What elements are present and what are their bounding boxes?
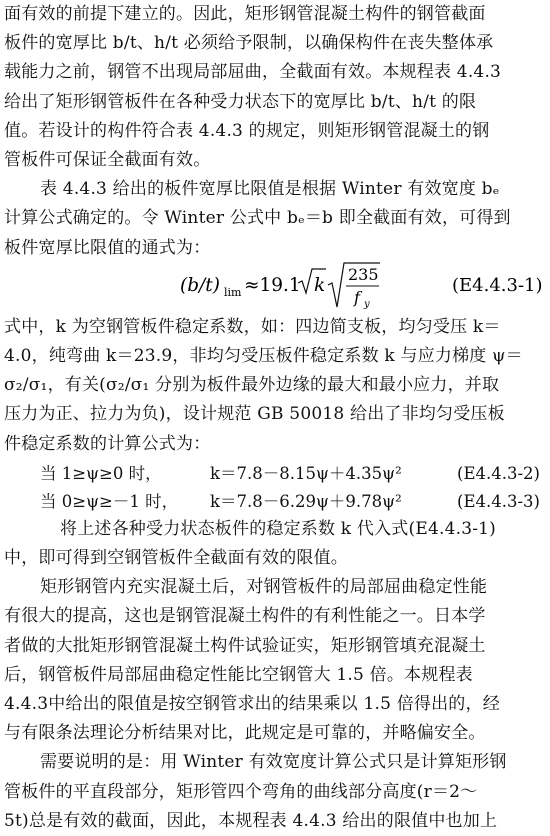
formula-lhs: (b/t) [180,274,220,296]
text-line: 4.4.3中给出的限值是按空钢管求出的结果乘以 1.5 倍得出的，经 [4,694,500,714]
formula-approx: ≈19.1 [244,274,301,296]
text-line: 载能力之前，钢管不出现局部屈曲，全截面有效。本规程表 4.4.3 [4,62,502,83]
text-line: 表 4.4.3 给出的板件宽厚比限值是根据 Winter 有效宽度 bₑ [40,179,500,200]
text-line: 板件的宽厚比 b/t、h/t 必须给予限制，以确保构件在丧失整体承 [4,33,494,54]
text-line: 式中，k 为空钢管板件稳定系数，如：四边简支板，均匀受压 k＝ [4,316,501,337]
formula-graphic [180,261,550,311]
text-line: 板件宽厚比限值的通式为： [4,237,211,258]
text-line: 5t)总是有效的截面，因此，本规程表 4.4.3 给出的限值中也加上 [4,810,498,831]
text-line: 给出了矩形钢管板件在各种受力状态下的宽厚比 b/t、h/t 的限 [4,91,477,112]
text-line: 有很大的提高，这也是钢管混凝土构件的有利性能之一。日本学 [4,606,486,627]
condition-label: 当 0≥ψ≥－1 时， [40,491,179,511]
condition-label: 当 1≥ψ≥0 时， [40,463,162,483]
text-line: 计算公式确定的。令 Winter 公式中 bₑ＝b 即全截面有效，可得到 [4,208,511,229]
text-line: σ₂/σ₁，有关(σ₂/σ₁ 分别为板件最外边缘的最大和最小应力，并取 [4,375,500,396]
text-line: 管板件可保证全截面有效。 [4,150,211,170]
text-line: 者做的大批矩形钢管混凝土构件试验证实，矩形钢管填充混凝土 [4,635,486,656]
text-line: 4.0，纯弯曲 k＝23.9，非均匀受压板件稳定系数 k 与应力梯度 ψ＝ [4,346,523,366]
formula-k: k [314,274,326,296]
condition-row [40,487,546,517]
formula-lhs-subscript: lim [224,285,242,299]
condition-expression: k＝7.8－8.15ψ＋4.35ψ² [210,463,402,483]
formula-e4-4-3-1 [180,261,550,311]
condition-tag: (E4.4.3-2) [457,463,540,483]
formula-denominator: f [354,287,360,307]
condition-row [40,459,546,489]
formula-numerator: 235 [348,264,379,284]
text-line: 中，即可得到空钢管板件全截面有效的限值。 [4,548,348,568]
text-line: 面有效的前提下建立的。因此，矩形钢管混凝土构件的钢管截面 [4,4,486,24]
text-line: 压力为正、拉力为负)，设计规范 GB 50018 给出了非均匀受压板 [4,404,505,425]
text-line: 矩形钢管内充实混凝土后，对钢管板件的局部屈曲稳定性能 [40,577,488,598]
text-line: 后，钢管板件局部屈曲稳定性能比空钢管大 1.5 倍。本规程表 [4,664,473,685]
text-line: 值。若设计的构件符合表 4.4.3 的规定，则矩形钢管混凝土的钢 [4,120,490,141]
text-line: 管板件的平直段部分，矩形管四个弯角的曲线部分高度(r＝2～ [4,781,478,802]
condition-tag: (E4.4.3-3) [457,491,540,511]
text-line: 件稳定系数的计算公式为： [4,433,211,454]
text-line: 将上述各种受力状态板件的稳定系数 k 代入式(E4.4.3-1) [60,518,496,539]
formula-denominator-subscript: y [364,298,370,310]
text-line: 需要说明的是：用 Winter 有效宽度计算公式只是计算矩形钢 [40,752,507,773]
condition-expression: k＝7.8－6.29ψ＋9.78ψ² [210,491,402,511]
text-line: 与有限条法理论分析结果对比，此规定是可靠的，并略偏安全。 [4,723,486,744]
formula-tag: (E4.4.3-1) [452,274,543,296]
